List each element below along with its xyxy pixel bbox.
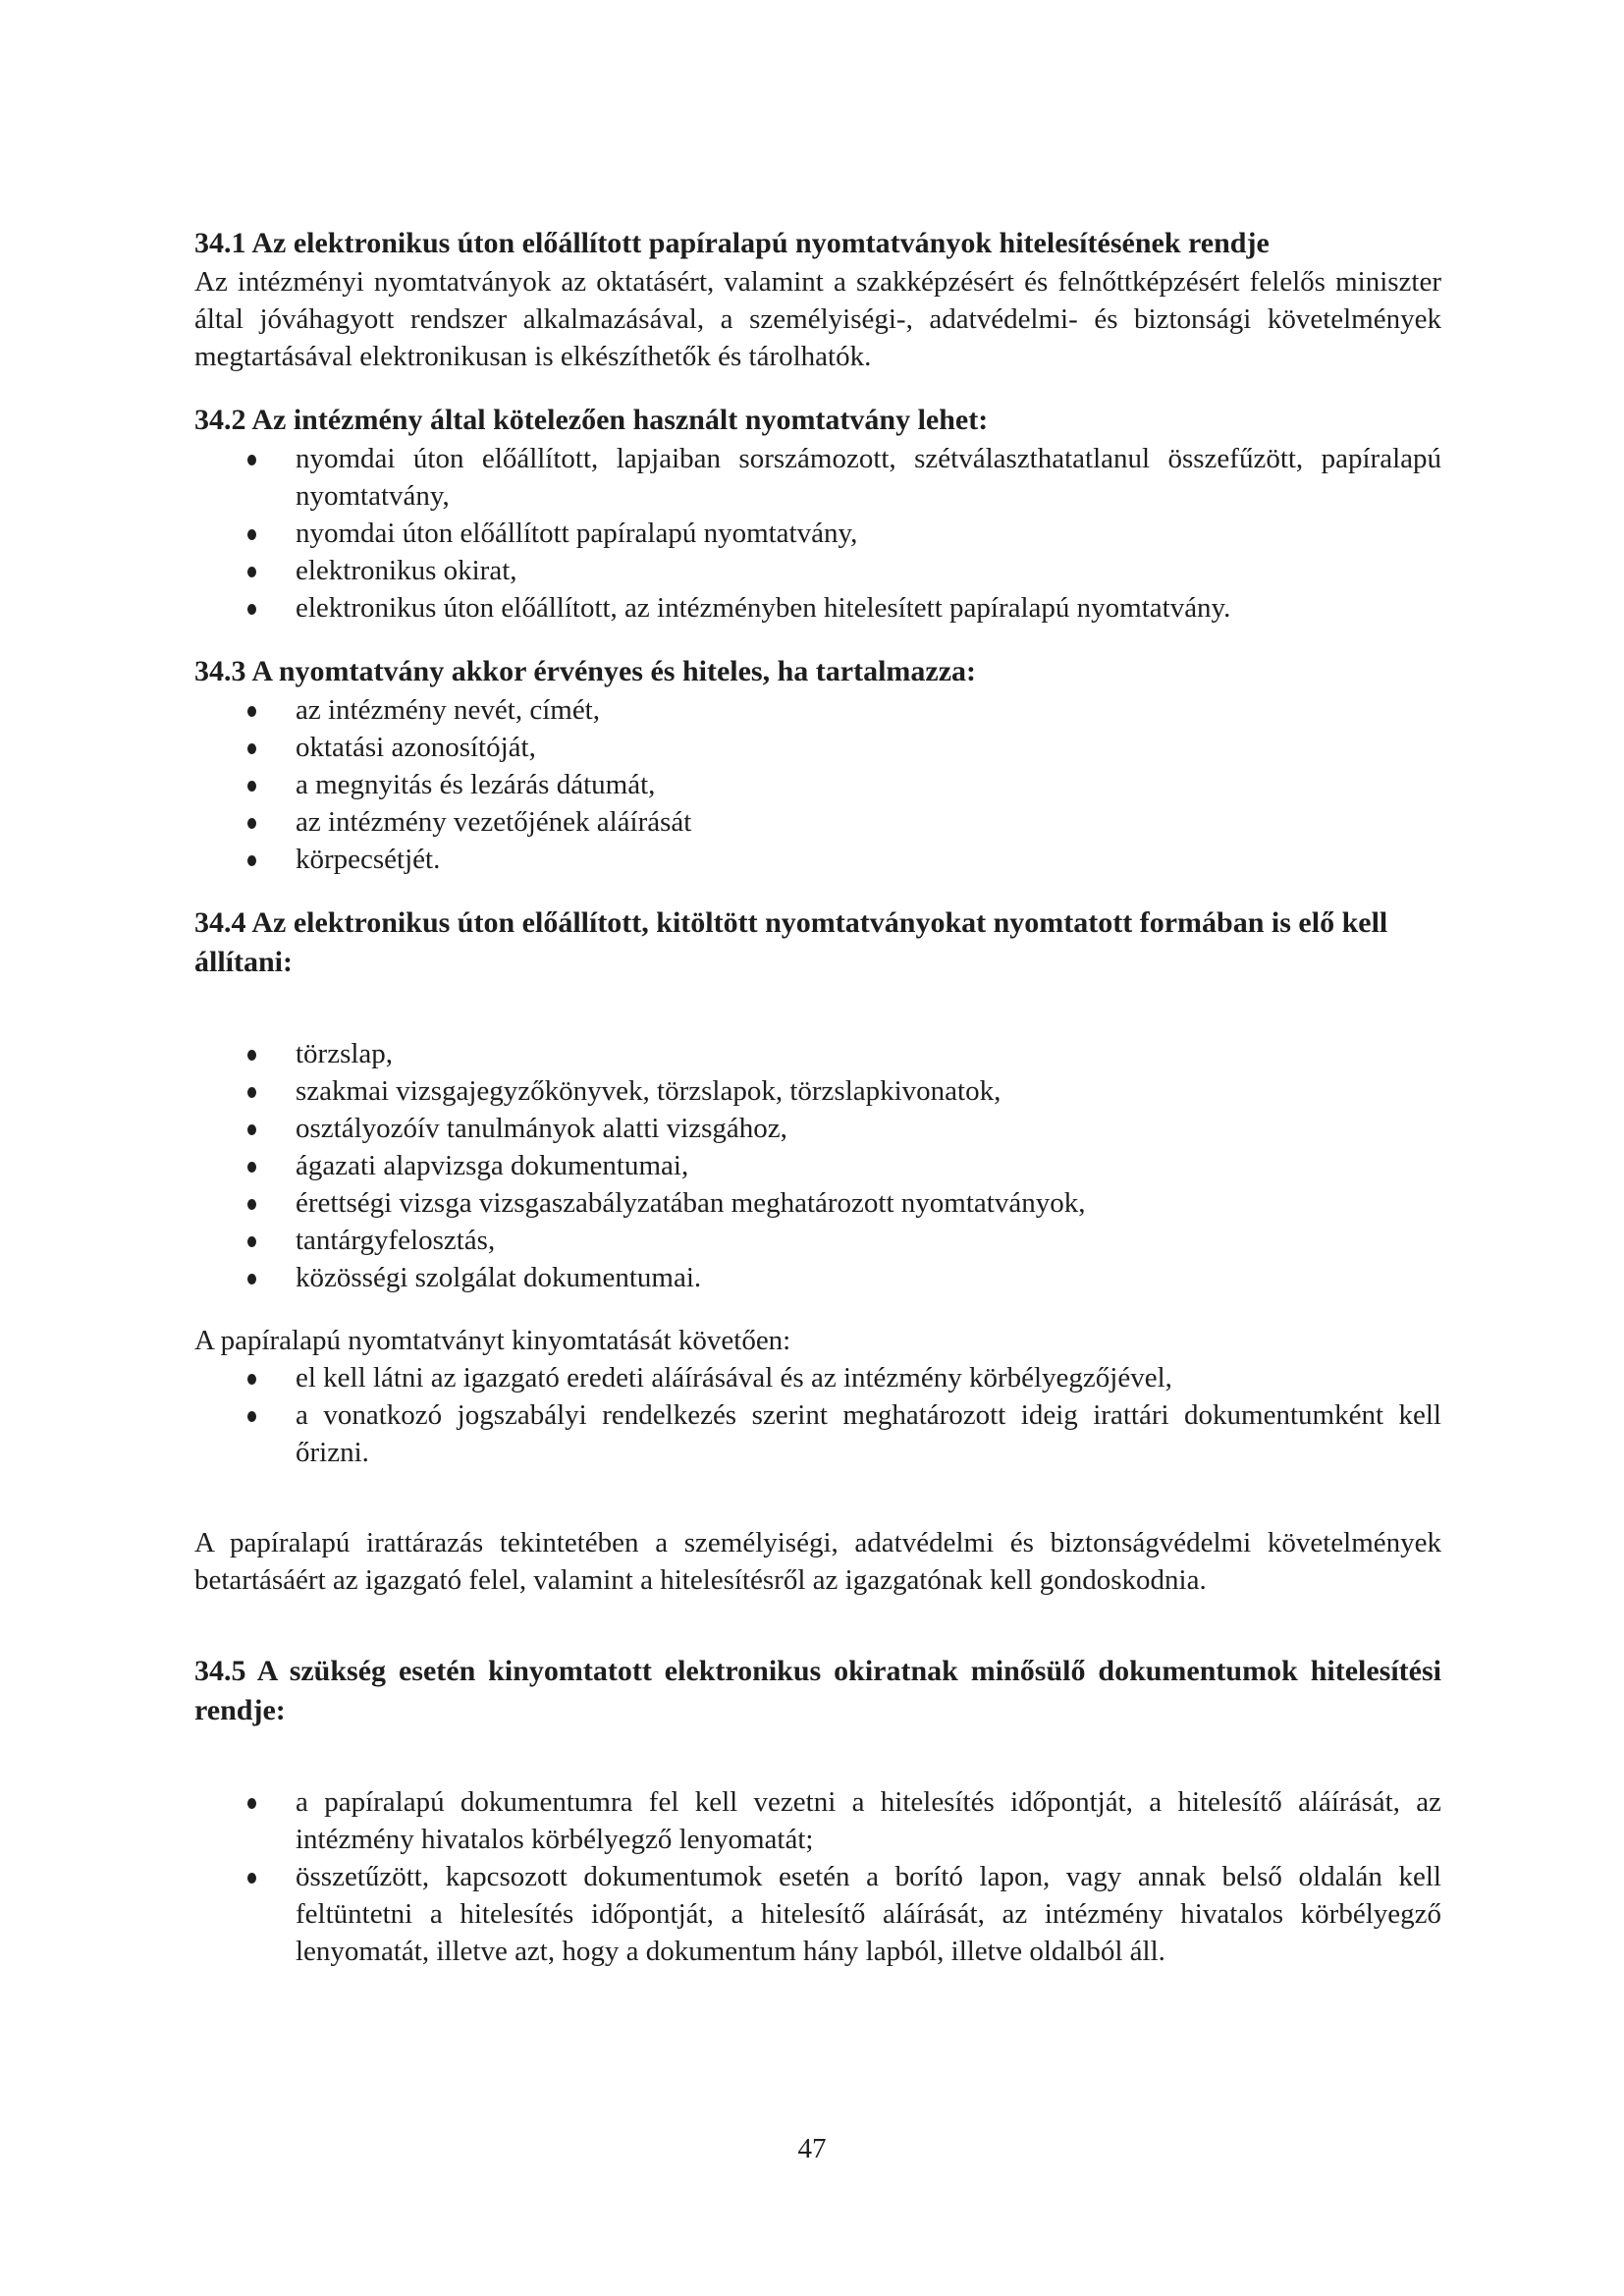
bullet-icon xyxy=(247,604,256,615)
list-item-text: érettségi vizsga vizsgaszabályzatában meghatározott nyomtatványok, xyxy=(296,1187,1086,1219)
bullet-icon xyxy=(247,567,256,577)
bullet-icon xyxy=(247,1274,256,1285)
page-number: 47 xyxy=(797,2133,827,2164)
bullet-icon xyxy=(247,1124,256,1135)
list-item-text: el kell látni az igazgató eredeti aláírásával és az intézmény körbélyegzőjével, xyxy=(296,1362,1172,1394)
list-item xyxy=(194,1222,1441,1259)
bullet-icon xyxy=(247,818,256,829)
list-item-text: ágazati alapvizsga dokumentumai, xyxy=(296,1150,689,1181)
section-heading: 34.1 Az elektronikus úton előállított papíralapú nyomtatványok hitelesítésének rendje xyxy=(194,227,1270,259)
list-item xyxy=(194,1184,1441,1222)
section-paragraph: Az intézményi nyomtatványok az oktatásért, valamint a szakképzésért és felnőttképzésért felelős miniszter által jóváhagyott rendszer alkalmazásával, a személyiségi-, adatvédelmi- és biztonsági követelmények megtartásával elektronikusan is elkészíthetők és tárolhatók. xyxy=(194,266,1441,372)
list-item xyxy=(194,1035,1441,1072)
list-item xyxy=(194,1783,1441,1858)
section-34-4 xyxy=(194,903,1441,1599)
section-heading: 34.2 Az intézmény által kötelezően használt nyomtatvány lehet: xyxy=(194,404,989,436)
bullet-icon xyxy=(247,855,256,866)
list-item-text: a megnyitás és lezárás dátumát, xyxy=(296,769,656,800)
section-heading: 34.3 A nyomtatvány akkor érvényes és hiteles, ha tartalmazza: xyxy=(194,655,977,687)
list-item xyxy=(194,803,1441,841)
bullet-icon xyxy=(247,529,256,540)
bullet-icon xyxy=(247,1411,256,1422)
list-item xyxy=(194,1110,1441,1147)
bullet-icon xyxy=(247,1087,256,1098)
list-item xyxy=(194,691,1441,729)
list-item xyxy=(194,1396,1441,1471)
bullet-icon xyxy=(247,706,256,717)
section-heading: 34.4 Az elektronikus úton előállított, kitöltött nyomtatványokat nyomtatott formában is elő kell állítani: xyxy=(194,906,1388,978)
list-item-text: nyomdai úton előállított, lapjaiban sorszámozott, szétválaszthatatlanul összefűzött, papíralapú nyomtatvány, xyxy=(296,443,1441,512)
list-item-text: törzslap, xyxy=(296,1038,394,1069)
list-item xyxy=(194,1072,1441,1110)
bullet-list xyxy=(194,440,1441,627)
list-item-text: elektronikus úton előállított, az intézményben hitelesített papíralapú nyomtatvány. xyxy=(296,592,1231,624)
list-item-text: nyomdai úton előállított papíralapú nyomtatvány, xyxy=(296,518,858,549)
bullet-icon xyxy=(247,455,256,465)
list-item xyxy=(194,1359,1441,1396)
list-item xyxy=(194,552,1441,589)
list-item-text: közösségi szolgálat dokumentumai. xyxy=(296,1262,702,1293)
bullet-list xyxy=(194,691,1441,878)
list-item-text: körpecsétjét. xyxy=(296,844,441,875)
section-34-1 xyxy=(194,224,1441,375)
bullet-icon xyxy=(247,743,256,754)
document-page xyxy=(194,224,1441,1995)
closing-paragraph: A papíralapú irattárazás tekintetében a személyiségi, adatvédelmi és biztonságvédelmi követelmények betartásáért az igazgató felel, valamint a hitelesítésről az igazgatónak kell gondoskodnia. xyxy=(194,1527,1441,1596)
list-item-text: a vonatkozó jogszabályi rendelkezés szerint meghatározott ideig irattári dokumentumként kell őrizni. xyxy=(296,1399,1441,1468)
list-item-text: oktatási azonosítóját, xyxy=(296,732,536,763)
list-item-text: az intézmény nevét, címét, xyxy=(296,694,600,726)
list-item xyxy=(194,729,1441,766)
list-item xyxy=(194,841,1441,878)
bullet-list xyxy=(194,1783,1441,1970)
bullet-icon xyxy=(247,1199,256,1210)
list-item xyxy=(194,589,1441,627)
list-item xyxy=(194,1259,1441,1296)
bullet-list xyxy=(194,1035,1441,1296)
list-item-text: tantárgyfelosztás, xyxy=(296,1225,496,1256)
list-item-text: a papíralapú dokumentumra fel kell vezetni a hitelesítés időpontját, a hitelesítő aláírását, az intézmény hivatalos körbélyegző lenyomatát; xyxy=(296,1786,1441,1855)
section-heading: 34.5 A szükség esetén kinyomtatott elektronikus okiratnak minősülő dokumentumok hitelesítési rendje: xyxy=(194,1655,1441,1726)
list-item-text: összetűzött, kapcsozott dokumentumok esetén a borító lapon, vagy annak belső oldalán kell feltüntetni a hitelesítés időpontját, a hitelesítő aláírását, az intézmény hivatalos körbélyegző lenyomatát, illetve azt, hogy a dokumentum hány lapból, illetve oldalból áll. xyxy=(296,1861,1441,1967)
list-item-text: az intézmény vezetőjének aláírását xyxy=(296,806,692,838)
bullet-list xyxy=(194,1359,1441,1471)
bullet-icon xyxy=(247,1162,256,1173)
section-34-5 xyxy=(194,1652,1441,1970)
bullet-icon xyxy=(247,1798,256,1809)
bullet-icon xyxy=(247,781,256,792)
list-item xyxy=(194,515,1441,552)
list-item xyxy=(194,1858,1441,1970)
list-item-text: osztályozóív tanulmányok alatti vizsgához, xyxy=(296,1113,787,1144)
section-34-3 xyxy=(194,652,1441,878)
bullet-icon xyxy=(247,1236,256,1247)
bullet-icon xyxy=(247,1050,256,1061)
list-item-text: szakmai vizsgajegyzőkönyvek, törzslapok, törzslapkivonatok, xyxy=(296,1075,1001,1107)
list-item xyxy=(194,766,1441,803)
bullet-icon xyxy=(247,1374,256,1385)
intro-paragraph: A papíralapú nyomtatványt kinyomtatását követően: xyxy=(194,1325,791,1356)
bullet-icon xyxy=(247,1873,256,1884)
list-item xyxy=(194,1147,1441,1184)
section-34-2 xyxy=(194,401,1441,627)
list-item-text: elektronikus okirat, xyxy=(296,555,517,586)
list-item xyxy=(194,440,1441,515)
